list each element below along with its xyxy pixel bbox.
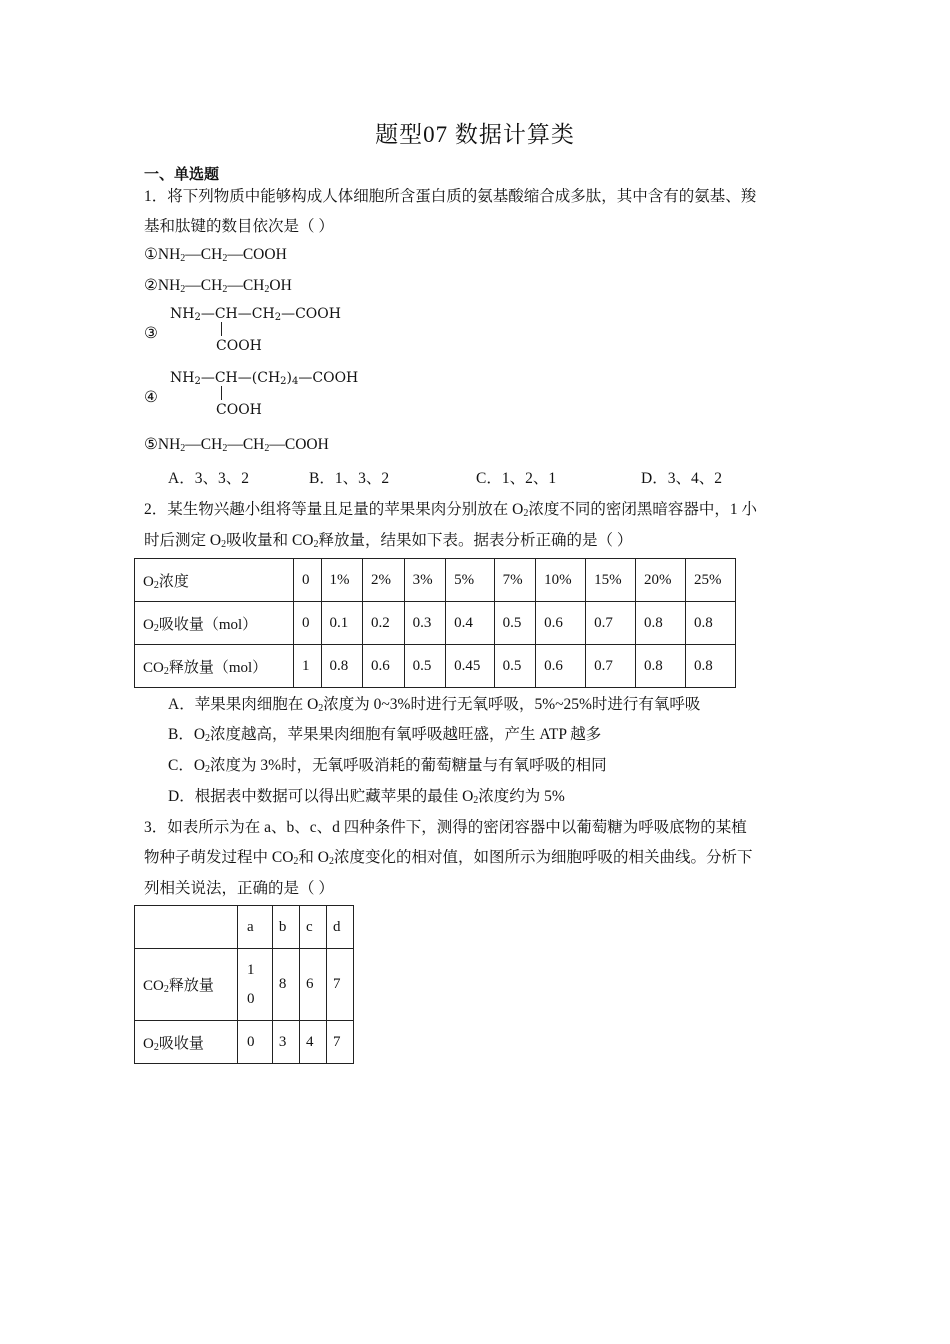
q2-option-d[interactable]: D．根据表中数据可以得出贮藏苹果的最佳 $O_2$浓度约为 5% (168, 788, 565, 806)
q1-item3-marker: ③ (144, 325, 158, 342)
table-cell: 3 (272, 1021, 299, 1064)
q3-data-table (134, 905, 354, 1064)
q1-item4-marker: ④ (144, 389, 158, 406)
column-header: a (238, 906, 273, 949)
table-cell: 6 (299, 949, 326, 1021)
q1-item4-bond (221, 386, 222, 400)
table-cell: 7% (494, 559, 536, 602)
table-row (135, 949, 354, 1021)
column-header: b (272, 906, 299, 949)
table-cell: 0 (294, 559, 322, 602)
table-cell: 0.6 (536, 602, 586, 645)
table-cell: 0.8 (685, 602, 735, 645)
table-cell: 0.7 (586, 602, 636, 645)
table-cell: 2% (363, 559, 405, 602)
table-row (135, 906, 354, 949)
table-cell: 15% (586, 559, 636, 602)
table-cell: 0.7 (586, 645, 636, 688)
table-cell: 0.8 (321, 645, 363, 688)
table-cell: 0.5 (494, 645, 536, 688)
table-cell: 1% (321, 559, 363, 602)
q1-item1: $①NH_2—CH_2—COOH$ (144, 246, 287, 264)
table-cell: 0.8 (685, 645, 735, 688)
table-row (135, 1021, 354, 1064)
q1-item4-branch: COOH (216, 402, 262, 418)
q1-item2: $②NH_2—CH_2—CH_2OH$ (144, 277, 292, 295)
table-cell: 0.4 (446, 602, 495, 645)
q2-data-table (134, 558, 736, 688)
table-cell: 0.6 (363, 645, 405, 688)
q1-item3-branch: COOH (216, 338, 262, 354)
table-cell: 20% (636, 559, 686, 602)
table-row (135, 645, 736, 688)
q1-item5: $⑤NH_2—CH_2—CH_2—COOH$ (144, 436, 329, 454)
table-cell: 0.8 (636, 645, 686, 688)
q2-option-a[interactable]: A．苹果果肉细胞在 $O_2$浓度为 0~3%时进行无氧呼吸，5%~25%时进行有氧呼吸 (168, 696, 701, 714)
table-cell: 7 (326, 1021, 353, 1064)
q1-item3-bond (221, 322, 222, 336)
q1-option-a[interactable]: A．3、3、2 (168, 470, 249, 487)
q2-option-c[interactable]: C．$O_2$浓度为 3%时，无氧呼吸消耗的葡萄糖量与有氧呼吸的相同 (168, 757, 607, 775)
table-cell: 0.5 (494, 602, 536, 645)
table-cell: 4 (299, 1021, 326, 1064)
table-cell: 0 (238, 1021, 273, 1064)
table-cell: 0 (294, 602, 322, 645)
table-cell: 7 (326, 949, 353, 1021)
column-header: d (326, 906, 353, 949)
row-header: $O_2$吸收量（mol） (135, 602, 294, 645)
section-heading: 一、单选题 (144, 167, 220, 183)
row-header: $CO_2$释放量 (135, 949, 238, 1021)
q1-stem-line2: 基和肽键的数目依次是（ ） (144, 218, 334, 235)
q1-item3-formula: $NH_2—CH—CH_2—COOH$ (170, 306, 341, 323)
q1-option-c[interactable]: C．1、2、1 (476, 470, 557, 487)
table-cell: 5% (446, 559, 495, 602)
table-cell: 0.3 (404, 602, 446, 645)
table-cell: 1 (294, 645, 322, 688)
table-row (135, 559, 736, 602)
table-cell: 0.2 (363, 602, 405, 645)
q2-stem-line1: 2．某生物兴趣小组将等量且足量的苹果果肉分别放在 $O_2$浓度不同的密闭黑暗容器中，1 小 (144, 501, 757, 519)
table-cell: 8 (272, 949, 299, 1021)
table-cell: 0.6 (536, 645, 586, 688)
table-cell: 10% (536, 559, 586, 602)
table-cell: 3% (404, 559, 446, 602)
q3-stem-line3: 列相关说法，正确的是（ ） (144, 880, 334, 897)
row-header: $O_2$浓度 (135, 559, 294, 602)
table-row (135, 602, 736, 645)
q1-item4-formula: $NH_2—CH—(CH_2)_4—COOH$ (170, 370, 359, 387)
q2-stem-line2: 时后测定 $O_2$吸收量和 $CO_2$释放量，结果如下表。据表分析正确的是（ ） (144, 532, 633, 550)
q1-option-d[interactable]: D．3、4、2 (641, 470, 722, 487)
table-cell: 25% (685, 559, 735, 602)
table-cell: 0.8 (636, 602, 686, 645)
row-header: $O_2$吸收量 (135, 1021, 238, 1064)
corner-cell (135, 906, 238, 949)
q3-stem-line2: 物种子萌发过程中 $CO_2$和 $O_2$浓度变化的相对值，如图所示为细胞呼吸的相关曲线。分析下 (144, 849, 753, 867)
q2-option-b[interactable]: B．$O_2$浓度越高，苹果果肉细胞有氧呼吸越旺盛，产生 ATP 越多 (168, 726, 602, 744)
table-cell: 1 0 (238, 949, 273, 1021)
table-cell: 0.45 (446, 645, 495, 688)
table-cell: 0.1 (321, 602, 363, 645)
row-header: $CO_2$释放量（mol） (135, 645, 294, 688)
q1-option-b[interactable]: B．1、3、2 (309, 470, 390, 487)
q1-stem-line1: 1．将下列物质中能够构成人体细胞所含蛋白质的氨基酸缩合成多肽，其中含有的氨基、羧 (144, 188, 757, 205)
page-title: 题型07 数据计算类 (375, 122, 575, 147)
column-header: c (299, 906, 326, 949)
q3-stem-line1: 3．如表所示为在 a、b、c、d 四种条件下，测得的密闭容器中以葡萄糖为呼吸底物的某植 (144, 819, 747, 836)
table-cell: 0.5 (404, 645, 446, 688)
